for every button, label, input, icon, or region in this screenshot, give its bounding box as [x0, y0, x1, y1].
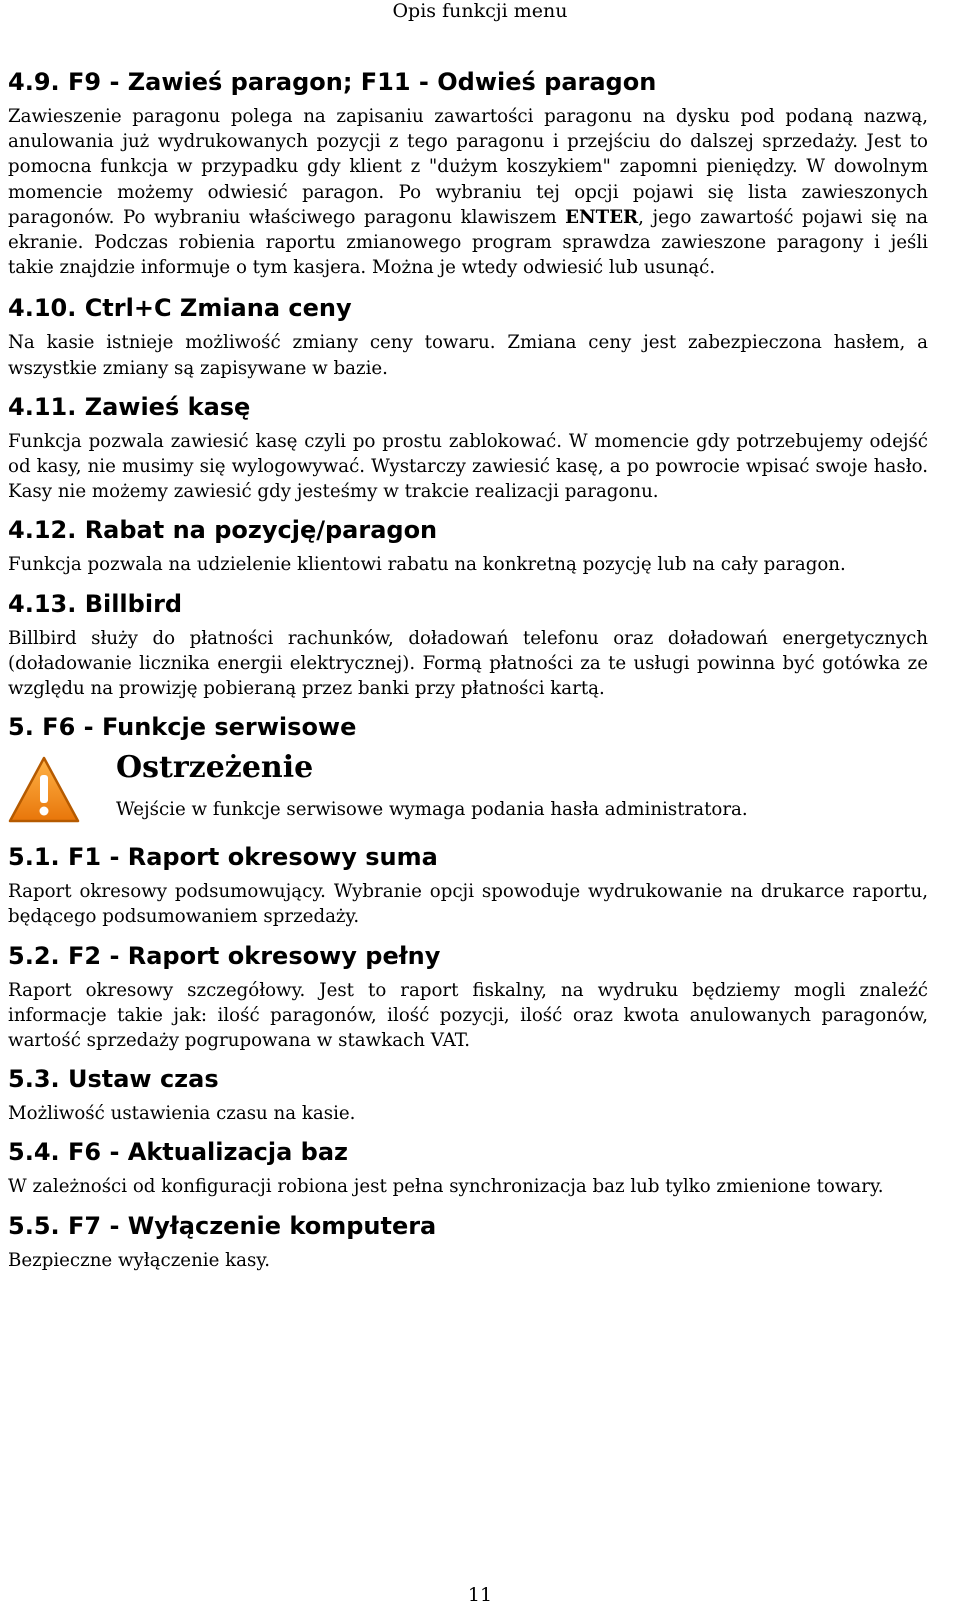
section-heading: 5.3. Ustaw czas — [8, 1065, 219, 1094]
section-heading: 4.10. Ctrl+C Zmiana ceny — [8, 294, 352, 323]
section-heading: 4.13. Billbird — [8, 589, 183, 618]
section-5-4 — [8, 1136, 928, 1199]
section-paragraph: Raport okresowy szczegółowy. Jest to raport fiskalny, na wydruku będziemy mogli znaleźć informacje takie jak: ilość paragonów, ilość pozycji, ilość oraz kwota anulowanych paragonów, wartość sprzedaży pogrupowana w stawkach VAT. — [8, 979, 928, 1052]
section-heading: 5. F6 - Funkcje serwisowe — [8, 713, 357, 742]
section-heading: 5.5. F7 - Wyłączenie komputera — [8, 1211, 437, 1240]
section-heading: 5.4. F6 - Aktualizacja baz — [8, 1138, 349, 1167]
running-header: Opis funkcji menu — [392, 0, 568, 22]
section-4-10 — [8, 292, 928, 380]
section-4-9 — [8, 66, 928, 280]
warning-triangle-icon — [8, 755, 80, 825]
warning-body: Wejście w funkcje serwisowe wymaga podania hasła administratora. — [116, 799, 748, 821]
section-heading: 5.2. F2 - Raport okresowy pełny — [8, 941, 441, 970]
section-paragraph: Możliwość ustawienia czasu na kasie. — [8, 1103, 356, 1125]
section-paragraph: Billbird służy do płatności rachunków, doładowań telefonu oraz doładowań energetycznych (doładowanie licznika energii elektrycznej). Formą płatności za te usługi powinna być gotówka ze względu na prowizję pobieraną przez banki przy płatności kartą. — [8, 627, 928, 700]
section-5-5 — [8, 1210, 928, 1273]
section-5-2 — [8, 940, 928, 1054]
section-paragraph — [8, 104, 928, 280]
section-4-11 — [8, 391, 928, 505]
section-heading: 4.11. Zawieś kasę — [8, 392, 251, 421]
warning-admonition — [8, 749, 928, 825]
section-paragraph: Na kasie istnieje możliwość zmiany ceny towaru. Zmiana ceny jest zabezpieczona hasłem, a wszystkie zmiany są zapisywane w bazie. — [8, 332, 928, 379]
page-content — [8, 66, 928, 1283]
section-paragraph: W zależności od konfiguracji robiona jest pełna synchronizacja baz lub tylko zmienione towary. — [8, 1176, 884, 1198]
paragraph-text: Zawieszenie paragonu polega na zapisaniu zawartości paragonu na dysku pod podaną nazwą, anulowania już wydrukowanych pozycji z tego paragonu i przejściu do dalszej sprzedaży. Jest to pomocna funkcja w przypadku gdy klient z "dużym koszykiem" zapomni pieniędzy. W dowolnym momencie możemy odwiesić paragon. Po wybraniu tej opcji pojawi się lista zawieszonych paragonów. Po wybraniu właściwego paragonu klawiszem — [8, 106, 928, 228]
section-5-3 — [8, 1063, 928, 1126]
warning-title: Ostrzeżenie — [116, 750, 314, 786]
page-number: 11 — [467, 1584, 493, 1606]
section-4-13 — [8, 588, 928, 702]
section-paragraph: Bezpieczne wyłączenie kasy. — [8, 1249, 270, 1271]
section-5-1 — [8, 841, 928, 929]
section-heading: 5.1. F1 - Raport okresowy suma — [8, 843, 438, 872]
section-paragraph: Raport okresowy podsumowujący. Wybranie opcji spowoduje wydrukowanie na drukarce raportu, będącego podsumowaniem sprzedaży. — [8, 881, 928, 928]
section-5 — [8, 711, 928, 825]
section-paragraph: Funkcja pozwala na udzielenie klientowi rabatu na konkretną pozycję lub na cały paragon. — [8, 554, 846, 576]
section-4-12 — [8, 514, 928, 577]
section-heading: 4.12. Rabat na pozycję/paragon — [8, 516, 438, 545]
section-heading: 4.9. F9 - Zawieś paragon; F11 - Odwieś paragon — [8, 68, 657, 96]
warning-text-block — [116, 749, 748, 822]
paragraph-text: , jego zawartość pojawi się na ekranie. Podczas robienia raportu zmianowego program sprawdza zawieszone paragony i jeśli takie znajdzie informuje o tym kasjera. Można je wtedy odwiesić lub usunąć. — [8, 206, 928, 279]
section-paragraph: Funkcja pozwala zawiesić kasę czyli po prostu zablokować. W momencie gdy potrzebujemy odejść od kasy, nie musimy się wylogowywać. Wystarczy zawiesić kasę, a po powrocie wpisać swoje hasło. Kasy nie możemy zawiesić gdy jesteśmy w trakcie realizacji paragonu. — [8, 430, 928, 503]
enter-key-label: ENTER — [565, 206, 639, 228]
